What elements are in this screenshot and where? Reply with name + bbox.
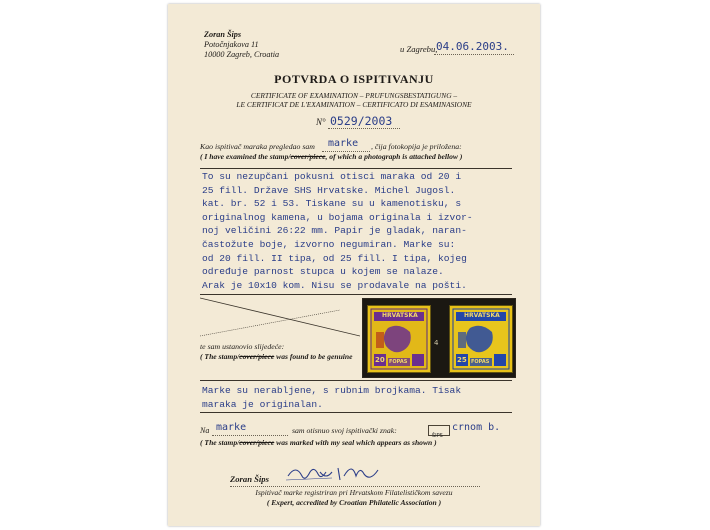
- subtitle-2: LE CERTIFICAT DE L'EXAMINATION – CERTIFICATO DI ESAMINASIONE: [236, 100, 472, 109]
- stamp-25-text: FOPAS: [471, 359, 490, 365]
- marking-mark: crnom b.: [452, 422, 501, 433]
- svg-text:ŠIPS: ŠIPS: [432, 433, 443, 439]
- signature-line-2: ( Expert, accredited by Croatian Philatelic Association ): [266, 498, 442, 507]
- description-line: 25 fill. Države SHS Hrvatske. Michel Jugosl.: [202, 184, 456, 196]
- sender-city: 10000 Zagreb, Croatia: [204, 50, 280, 59]
- description-line: Arak je 10x10 kom. Nisu se prodavale na pošti.: [202, 279, 467, 291]
- signature-line-1: Ispitivač marke registriran pri Hrvatskom Filatelističkom savezu: [255, 488, 453, 497]
- examined-english: ( I have examined the stamp/cover/piece, of which a photograph is attached bellow ): [200, 152, 463, 161]
- stamp-20-text: FOPAS: [389, 359, 408, 365]
- description-text: [202, 170, 473, 292]
- findings-line: maraka je originalan.: [202, 398, 323, 410]
- margin-number: 4: [434, 339, 439, 347]
- place-label: u Zagrebu,: [400, 44, 438, 54]
- issue-date: 04.06.2003.: [436, 40, 509, 53]
- examined-item: marke: [328, 138, 359, 149]
- description-line: noj veličini 26:22 mm. Papir je gladak, naran-: [202, 225, 467, 237]
- found-label: te sam ustanovio slijedeće:: [200, 342, 285, 351]
- expert-seal-icon: [428, 425, 450, 439]
- examined-tail: , čija fotokopija je priložena:: [371, 142, 462, 151]
- marking-label: sam otisnuo svoj ispitivački znak:: [292, 426, 397, 435]
- certificate-sheet: [168, 4, 540, 526]
- subtitle-1: CERTIFICATE OF EXAMINATION – PRUFUNGSBESTATIGUNG –: [250, 91, 458, 100]
- page-title: POTVRDA O ISPITIVANJU: [274, 72, 434, 86]
- stamp-20-value: 20: [375, 356, 385, 364]
- description-line: originalnog kamena, u bojama originala i izvor-: [202, 211, 473, 223]
- description-line: častožute boje, izvorno negumiran. Marke su:: [202, 238, 456, 250]
- description-line: od 20 fill. II tipa, od 25 fill. I tipa, kojeg: [202, 252, 467, 264]
- handwritten-signature-icon: [284, 462, 384, 484]
- marking-na: Na: [200, 426, 210, 435]
- sender-name: Zoran Šips: [204, 30, 242, 39]
- findings-line: Marke su nerabljene, s rubnim brojkama. Tisak: [202, 385, 462, 396]
- crossed-blank-area: [200, 296, 360, 338]
- sender-street: Potočnjakova 11: [204, 40, 259, 49]
- examined-label: Kao ispitivač maraka pregledao sam: [200, 142, 315, 151]
- stamp-photo: [362, 298, 516, 378]
- stamp-20-country: HRVATSKA: [382, 312, 418, 319]
- found-english: ( The stamp/cover/piece was found to be genuine: [200, 352, 353, 361]
- description-line: To su nezupčani pokusni otisci maraka od 20 i: [202, 171, 462, 182]
- stamp-25-country: HRVATSKA: [464, 312, 500, 319]
- signature-name: Zoran Šips: [230, 474, 269, 484]
- stamp-25: [449, 305, 513, 373]
- number-prefix: N°: [316, 117, 326, 127]
- stamp-20: [367, 305, 431, 373]
- description-line: određuje parnost stupca u kojem se nalaze.: [202, 266, 444, 278]
- marking-item: marke: [216, 422, 247, 433]
- certificate-number: 0529/2003: [330, 114, 393, 128]
- findings-text: [202, 384, 461, 411]
- marking-english: ( The stamp/cover/piece was marked with my seal which appears as shown ): [200, 438, 437, 447]
- description-line: kat. br. 52 i 53. Tiskane su u kamenotisku, s: [202, 198, 462, 210]
- stamp-25-value: 25: [457, 356, 467, 364]
